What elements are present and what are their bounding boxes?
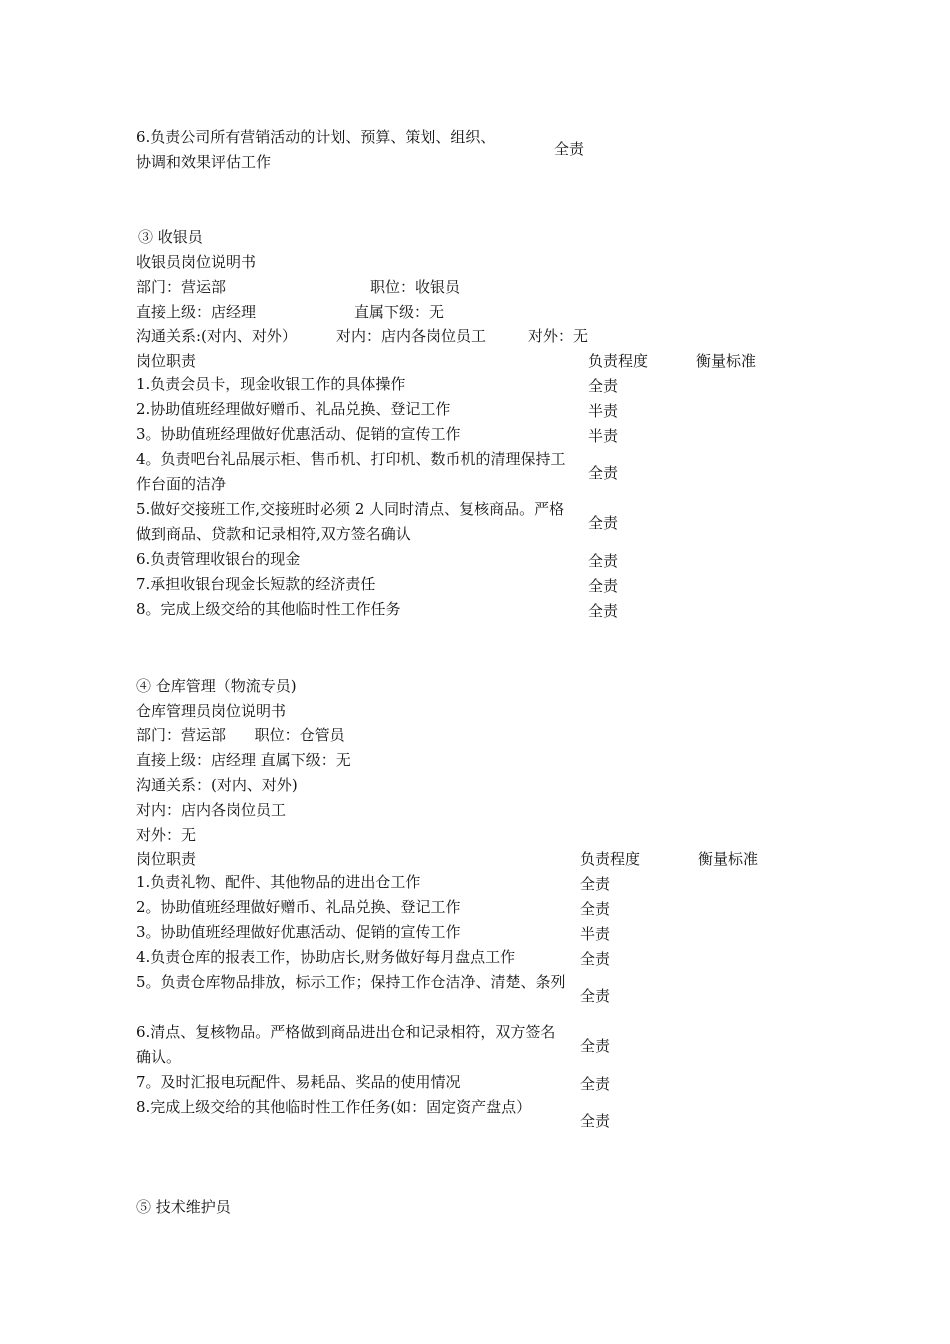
cashier-row-8-duty: 8。完成上级交给的其他临时性工作任务 bbox=[136, 600, 401, 618]
prev-row6-line1: 6.负责公司所有营销活动的计划、预算、策划、组织、 bbox=[136, 128, 496, 146]
cashier-row-1-duty: 1.负责会员卡，现金收银工作的具体操作 bbox=[136, 375, 406, 393]
cashier-row-6-level: 全责 bbox=[588, 552, 619, 570]
cashier-row-4-level: 全责 bbox=[588, 464, 619, 482]
cashier-comm-internal: 对内：店内各岗位员工 bbox=[336, 327, 487, 345]
prev-row6-level: 全责 bbox=[554, 140, 585, 158]
cashier-position: 职位：收银员 bbox=[370, 278, 461, 296]
warehouse-row-7-duty: 7。及时汇报电玩配件、易耗品、奖品的使用情况 bbox=[136, 1073, 461, 1091]
warehouse-row-6-level: 全责 bbox=[580, 1037, 611, 1055]
warehouse-dept-position: 部门：营运部 职位：仓管员 bbox=[136, 726, 345, 744]
cashier-superior: 直接上级：店经理 bbox=[136, 303, 257, 321]
warehouse-row-1-duty: 1.负责礼物、配件、其他物品的进出仓工作 bbox=[136, 873, 421, 891]
warehouse-comm-label: 沟通关系：(对内、对外) bbox=[136, 776, 298, 794]
cashier-row-4-duty: 4。负责吧台礼品展示柜、售币机、打印机、数币机的清理保持工作台面的洁净 bbox=[136, 450, 566, 493]
warehouse-comm-internal: 对内：店内各岗位员工 bbox=[136, 801, 287, 819]
cashier-row-7-level: 全责 bbox=[588, 577, 619, 595]
warehouse-row-5-duty: 5。负责仓库物品排放，标示工作；保持工作仓洁净、清楚、条列 bbox=[136, 973, 566, 991]
warehouse-row-4-level: 全责 bbox=[580, 950, 611, 968]
cashier-header-level: 负责程度 bbox=[588, 352, 649, 370]
cashier-row-1-level: 全责 bbox=[588, 377, 619, 395]
cashier-row-3-level: 半责 bbox=[588, 427, 619, 445]
cashier-comm-external: 对外：无 bbox=[528, 327, 589, 345]
cashier-row-2-level: 半责 bbox=[588, 402, 619, 420]
tech-heading: ⑤ 技术维护员 bbox=[136, 1198, 231, 1216]
cashier-row-5-duty: 5.做好交接班工作,交接班时必须 2 人同时清点、复核商品。严格做到商品、贷款和记录相符,双方签名确认 bbox=[136, 500, 565, 543]
warehouse-row-4-duty: 4.负责仓库的报表工作，协助店长,财务做好每月盘点工作 bbox=[136, 948, 516, 966]
cashier-row-3-duty: 3。协助值班经理做好优惠活动、促销的宣传工作 bbox=[136, 425, 461, 443]
cashier-row-5-level: 全责 bbox=[588, 514, 619, 532]
cashier-row-2-duty: 2.协助值班经理做好赠币、礼品兑换、登记工作 bbox=[136, 400, 451, 418]
prev-row6-line2: 协调和效果评估工作 bbox=[136, 153, 272, 171]
warehouse-row-2-level: 全责 bbox=[580, 900, 611, 918]
cashier-comm-label: 沟通关系:(对内、对外） bbox=[136, 327, 297, 345]
warehouse-comm-external: 对外：无 bbox=[136, 826, 197, 844]
warehouse-header-standard: 衡量标准 bbox=[698, 850, 759, 868]
warehouse-row-8-level: 全责 bbox=[580, 1112, 611, 1130]
warehouse-doc-title: 仓库管理员岗位说明书 bbox=[136, 702, 287, 720]
cashier-header-standard: 衡量标准 bbox=[696, 352, 757, 370]
cashier-doc-title: 收银员岗位说明书 bbox=[136, 253, 257, 271]
warehouse-row-2-duty: 2。协助值班经理做好赠币、礼品兑换、登记工作 bbox=[136, 898, 461, 916]
cashier-row-8-level: 全责 bbox=[588, 602, 619, 620]
cashier-heading: ③ 收银员 bbox=[138, 228, 203, 246]
cashier-row-6-duty: 6.负责管理收银台的现金 bbox=[136, 550, 301, 568]
cashier-header-duty: 岗位职责 bbox=[136, 352, 197, 370]
warehouse-row-3-duty: 3。协助值班经理做好优惠活动、促销的宣传工作 bbox=[136, 923, 461, 941]
warehouse-row-3-level: 半责 bbox=[580, 925, 611, 943]
warehouse-superior-subordinate: 直接上级：店经理 直属下级：无 bbox=[136, 751, 351, 769]
cashier-row-7-duty: 7.承担收银台现金长短款的经济责任 bbox=[136, 575, 376, 593]
warehouse-row-8-duty: 8.完成上级交给的其他临时性工作任务(如：固定资产盘点） bbox=[136, 1098, 532, 1116]
warehouse-header-level: 负责程度 bbox=[580, 850, 641, 868]
warehouse-row-6-duty: 6.清点、复核物品。严格做到商品进出仓和记录相符，双方签名确认。 bbox=[136, 1023, 556, 1066]
warehouse-heading: ④ 仓库管理（物流专员) bbox=[136, 677, 297, 695]
warehouse-row-1-level: 全责 bbox=[580, 875, 611, 893]
warehouse-header-duty: 岗位职责 bbox=[136, 850, 197, 868]
warehouse-row-7-level: 全责 bbox=[580, 1075, 611, 1093]
warehouse-row-5-level: 全责 bbox=[580, 987, 611, 1005]
cashier-subordinate: 直属下级：无 bbox=[354, 303, 445, 321]
cashier-dept: 部门：营运部 bbox=[136, 278, 227, 296]
